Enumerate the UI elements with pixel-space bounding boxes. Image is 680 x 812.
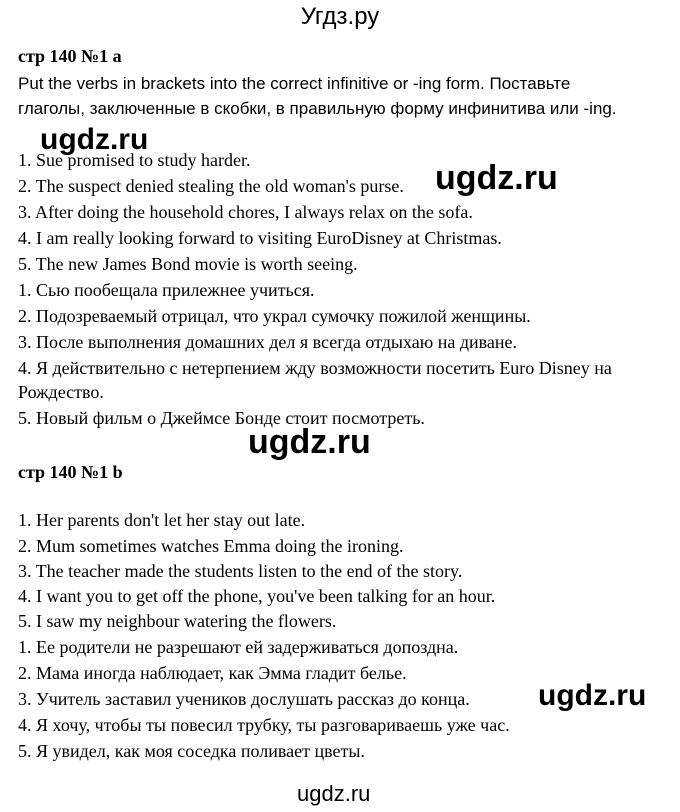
answer-en-a1: 1. Sue promised to study harder.	[18, 150, 251, 170]
answer-en-a3: 3. After doing the household chores, I always relax on the sofa.	[18, 202, 473, 222]
section-b-heading: стр 140 №1 b	[18, 462, 123, 482]
answer-ru-b5: 5. Я увидел, как моя соседка поливает цветы.	[18, 741, 365, 761]
answer-ru-b1: 1. Ее родители не разрешают ей задерживаться допоздна.	[18, 637, 459, 657]
watermark-1: ugdz.ru	[40, 123, 149, 156]
answer-en-a4: 4. I am really looking forward to visiting EuroDisney at Christmas.	[18, 228, 502, 248]
section-a-heading: стр 140 №1 a	[18, 46, 122, 66]
answer-ru-a4: 4. Я действительно с нетерпением жду возможности посетить Euro Disney на	[18, 358, 612, 378]
answer-ru-a2: 2. Подозреваемый отрицал, что украл сумочку пожилой женщины.	[18, 306, 531, 326]
instruction-ru: глаголы, заключенные в скобки, в правильную форму инфинитива или -ing.	[18, 99, 617, 118]
answer-en-b2: 2. Mum sometimes watches Emma doing the ironing.	[18, 536, 404, 556]
watermark-3: ugdz.ru	[248, 423, 371, 461]
footer-watermark: ugdz.ru	[297, 781, 371, 806]
answer-en-b1: 1. Her parents don't let her stay out late.	[18, 510, 306, 530]
answer-en-b3: 3. The teacher made the students listen to the end of the story.	[18, 561, 463, 581]
answer-ru-b3: 3. Учитель заставил учеников дослушать рассказ до конца.	[18, 689, 470, 709]
answer-en-b5: 5. I saw my neighbour watering the flowers.	[18, 611, 337, 631]
site-header: Угдз.ру	[300, 3, 380, 30]
answer-ru-b2: 2. Мама иногда наблюдает, как Эмма гладит белье.	[18, 663, 407, 683]
watermark-4: ugdz.ru	[538, 679, 647, 712]
answer-ru-a4-cont: Рождество.	[18, 382, 104, 402]
instruction-en: Put the verbs in brackets into the correct infinitive or -ing form. Поставьте	[18, 74, 571, 93]
answer-ru-a5: 5. Новый фильм о Джеймсе Бонде стоит посмотреть.	[18, 408, 425, 428]
watermark-2: ugdz.ru	[435, 159, 558, 197]
answer-en-a2: 2. The suspect denied stealing the old woman's purse.	[18, 176, 404, 196]
answer-ru-a3: 3. После выполнения домашних дел я всегда отдыхаю на диване.	[18, 332, 518, 352]
answer-en-a5: 5. The new James Bond movie is worth seeing.	[18, 254, 358, 274]
answer-ru-a1: 1. Сью пообещала прилежнее учиться.	[18, 280, 315, 300]
answer-en-b4: 4. I want you to get off the phone, you've been talking for an hour.	[18, 586, 496, 606]
answer-ru-b4: 4. Я хочу, чтобы ты повесил трубку, ты разговариваешь уже час.	[18, 715, 510, 735]
